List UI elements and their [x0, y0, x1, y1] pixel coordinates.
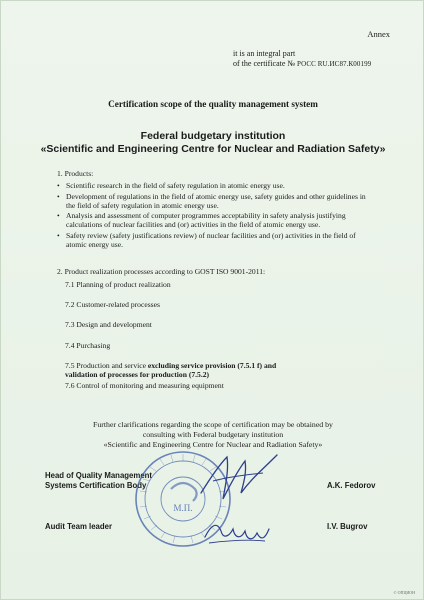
institution-name: [1, 130, 424, 156]
institution-line-1: Federal budgetary institution: [140, 130, 286, 142]
certificate-number: РОСС RU.ИС87.К00199: [297, 59, 372, 68]
head-title-line-2: Systems Certification Body: [45, 481, 147, 490]
list-item: [57, 231, 375, 250]
list-item: [57, 192, 375, 211]
integral-line-2: [233, 59, 371, 70]
list-item-text: Safety review (safety justifications review) of nuclear facilities and (or) activities in the field of atomic energy use.: [66, 230, 356, 250]
process-7-6: 7.6 Control of monitoring and measuring equipment: [65, 381, 224, 391]
integral-line-1: it is an integral part: [233, 49, 296, 58]
head-title-line-1: Head of Quality Management: [45, 471, 153, 480]
integral-part-note: [233, 49, 371, 69]
institution-line-2: «Scientific and Engineering Centre for Nuclear and Radiation Safety»: [40, 143, 386, 155]
process-list: [65, 280, 375, 391]
section-1-heading: 1. Products:: [57, 169, 94, 178]
list-item-text: Scientific research in the field of safety regulation in atomic energy use.: [66, 181, 285, 191]
further-clarifications: [43, 420, 383, 450]
process-7-2: 7.2 Customer-related processes: [65, 299, 160, 309]
process-7-5-text: 7.5 Production and service: [65, 360, 148, 370]
bullet-icon: •: [57, 181, 60, 191]
list-item-text: Analysis and assessment of computer programmes acceptability in safety analysis justifying calculations of nuclear facilities and (or) activities in the field of atomic energy use.: [66, 211, 346, 230]
list-item: [57, 181, 375, 190]
head-name: A.K. Fedorov: [327, 481, 376, 490]
audit-team-leader-label: Audit Team leader: [45, 522, 113, 531]
further-line-1: Further clarifications regarding the scope of certification may be obtained by: [93, 420, 333, 429]
printer-mark: © ОПЦИОН: [393, 590, 415, 595]
annex-label: Annex: [367, 29, 390, 39]
process-7-4: 7.4 Purchasing: [65, 340, 111, 350]
section-2-heading: 2. Product realization processes according to GOST ISO 9001-2011:: [57, 267, 266, 277]
scope-body: [57, 169, 375, 402]
products-list: [57, 181, 375, 249]
stamp-center-text: М.П.: [173, 503, 193, 513]
process-7-1: 7.1 Planning of product realization: [65, 279, 171, 289]
bullet-icon: •: [57, 211, 60, 221]
process-7-5: [65, 361, 375, 380]
bullet-icon: •: [57, 230, 60, 240]
audit-signature-icon: [199, 511, 279, 551]
head-signature-icon: [193, 447, 283, 507]
process-7-5-exclusion-1: excluding service provision (7.5.1 f) and: [147, 360, 277, 370]
process-7-5-exclusion-2: validation of processes for production (7.5.2): [65, 370, 210, 380]
scope-title: Certification scope of the quality management system: [108, 99, 318, 109]
process-7-3: 7.3 Design and development: [65, 320, 152, 330]
bullet-icon: •: [57, 191, 60, 201]
integral-line-2-text: of the certificate №: [233, 58, 296, 68]
list-item: [57, 211, 375, 230]
audit-team-leader-name: I.V. Bugrov: [327, 522, 368, 531]
list-item-text: Development of regulations in the field of atomic energy use, safety guides and other guidelines in the field of safety regulation in atomic energy use.: [66, 191, 366, 210]
further-line-3: «Scientific and Engineering Centre for Nuclear and Radiation Safety»: [103, 440, 323, 449]
further-line-2: consulting with Federal budgetary institution: [142, 430, 284, 439]
